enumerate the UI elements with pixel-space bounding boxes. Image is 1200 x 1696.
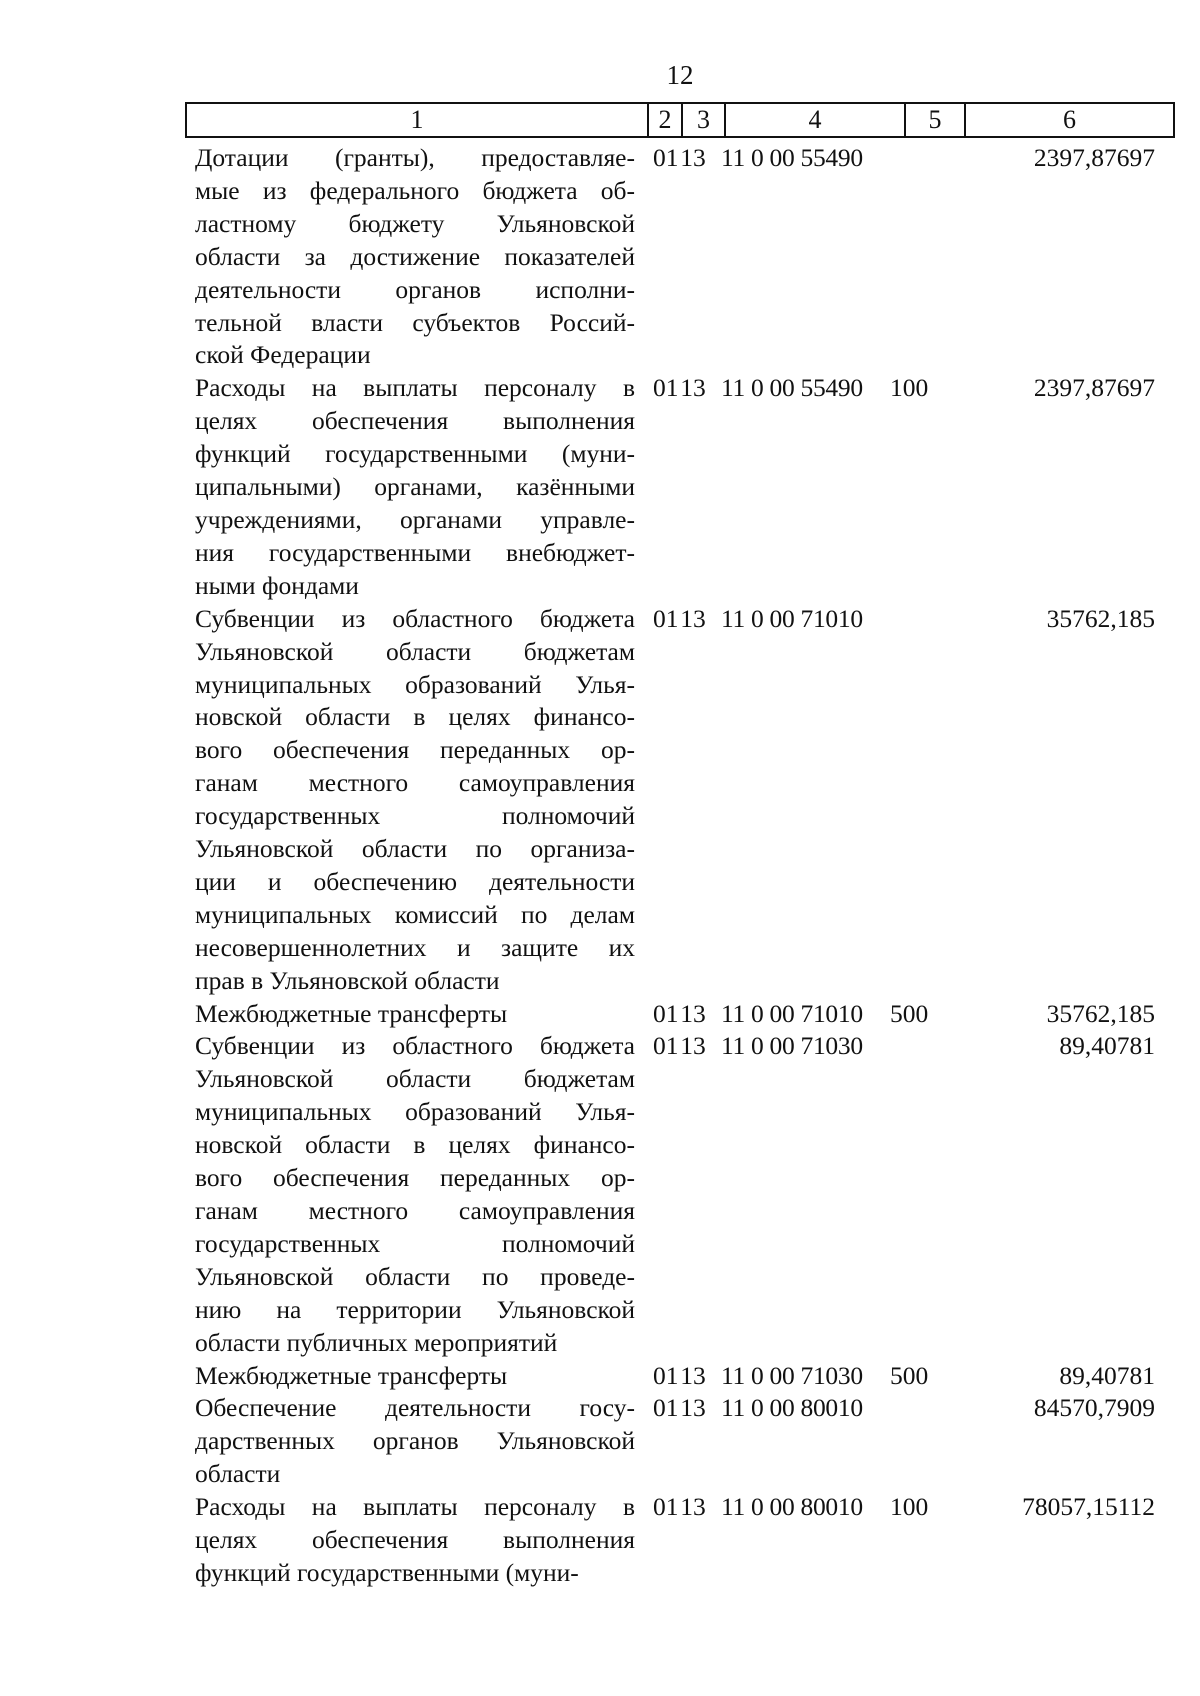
- description-line: новской области в целях финансо-: [195, 702, 635, 732]
- table-row: [195, 1491, 1165, 1590]
- target-article-code: 11 0 00 80010: [721, 1393, 863, 1423]
- description-line: вого обеспечения переданных ор-: [195, 1163, 635, 1193]
- amount: 35762,185: [1046, 998, 1155, 1028]
- description-line: тельной власти субъектов Россий-: [195, 307, 635, 337]
- description-line: Расходы на выплаты персоналу в: [195, 1492, 635, 1522]
- expense-type-code: [888, 1392, 948, 1491]
- description-line: области за достижение показателей: [195, 241, 635, 271]
- row-description: [195, 142, 639, 372]
- description-line: вого обеспечения переданных ор-: [195, 735, 635, 765]
- subsection-code: 13: [680, 1360, 706, 1390]
- description-line: нию на территории Ульяновской: [195, 1294, 635, 1324]
- description-line: ской Федерации: [195, 340, 371, 370]
- description-line: мые из федерального бюджета об-: [195, 175, 635, 205]
- table-row: [195, 1392, 1165, 1491]
- table-row: [195, 1360, 1165, 1393]
- description-line: области публичных мероприятий: [195, 1327, 558, 1357]
- row-description: [195, 372, 639, 602]
- amount: 78057,15112: [1022, 1492, 1155, 1522]
- subsection-code: 13: [680, 1393, 706, 1423]
- amount: 35762,185: [1046, 603, 1155, 633]
- amount: 2397,87697: [1033, 373, 1155, 403]
- target-article-code: 11 0 00 71030: [721, 1031, 863, 1061]
- subsection-code: 13: [680, 1492, 706, 1522]
- target-article-code: 11 0 00 80010: [721, 1492, 863, 1522]
- table-row: [195, 1030, 1165, 1359]
- description-line: ными фондами: [195, 570, 359, 600]
- subsection-code: 13: [680, 373, 706, 403]
- section-code: 01: [653, 1031, 679, 1061]
- description-line: деятельности органов исполни-: [195, 274, 635, 304]
- description-line: Межбюджетные трансферты: [195, 998, 508, 1028]
- target-article-code: 11 0 00 55490: [721, 143, 863, 172]
- description-line: Субвенции из областного бюджета: [195, 1031, 635, 1061]
- row-description: [195, 1360, 639, 1393]
- amount: 89,40781: [1059, 1360, 1155, 1390]
- table-body: [195, 142, 1165, 1590]
- description-line: прав в Ульяновской области: [195, 965, 500, 995]
- description-line: ципальными) органами, казёнными: [195, 472, 635, 502]
- header-col-6: 6: [1063, 105, 1076, 134]
- expense-type-code: 500: [890, 1360, 929, 1390]
- section-code: 01: [653, 1360, 679, 1390]
- row-description: [195, 1030, 639, 1359]
- description-line: Ульяновской области бюджетам: [195, 636, 635, 666]
- description-line: Обеспечение деятельности госу-: [195, 1393, 635, 1423]
- description-line: Дотации (гранты), предоставляе-: [195, 143, 635, 172]
- subsection-code: 13: [680, 603, 706, 633]
- row-description: [195, 998, 639, 1031]
- section-code: 01: [653, 1492, 679, 1522]
- expense-type-code: 100: [890, 1492, 929, 1522]
- amount: 2397,87697: [1033, 143, 1155, 172]
- amount: 89,40781: [1059, 1031, 1155, 1061]
- header-col-4: 4: [726, 104, 906, 136]
- table-row: [195, 998, 1165, 1031]
- description-line: учреждениями, органами управле-: [195, 504, 635, 534]
- description-line: Межбюджетные трансферты: [195, 1360, 508, 1390]
- expense-type-code: [888, 1030, 948, 1359]
- target-article-code: 11 0 00 71010: [721, 603, 863, 633]
- description-line: функций государственными (муни-: [195, 1557, 579, 1587]
- amount: 84570,7909: [1033, 1393, 1155, 1423]
- description-line: ния государственными внебюджет-: [195, 537, 635, 567]
- section-code: 01: [653, 143, 679, 172]
- description-line: Ульяновской области бюджетам: [195, 1064, 635, 1094]
- description-line: ластному бюджету Ульяновской: [195, 208, 635, 238]
- table-row: [195, 372, 1165, 602]
- expense-type-code: 100: [890, 373, 929, 403]
- section-code: 01: [653, 1393, 679, 1423]
- table-row: [195, 142, 1165, 372]
- header-col-1: 1: [187, 104, 649, 136]
- header-col-3: 3: [683, 104, 726, 136]
- section-code: 01: [653, 373, 679, 403]
- expense-type-code: [888, 603, 948, 998]
- description-line: государственных полномочий: [195, 1228, 635, 1258]
- description-line: Субвенции из областного бюджета: [195, 603, 635, 633]
- description-line: функций государственными (муни-: [195, 439, 635, 469]
- description-line: целях обеспечения выполнения: [195, 406, 635, 436]
- subsection-code: 13: [680, 998, 706, 1028]
- page-number: 12: [666, 60, 694, 90]
- expense-type-code: [888, 142, 948, 372]
- target-article-code: 11 0 00 55490: [721, 373, 863, 403]
- description-line: ганам местного самоуправления: [195, 768, 635, 798]
- row-description: [195, 1491, 639, 1590]
- description-line: муниципальных образований Улья-: [195, 1097, 635, 1127]
- subsection-code: 13: [680, 143, 706, 172]
- description-line: Расходы на выплаты персоналу в: [195, 373, 635, 403]
- description-line: государственных полномочий: [195, 801, 635, 831]
- section-code: 01: [653, 998, 679, 1028]
- section-code: 01: [653, 603, 679, 633]
- header-col-5: 5: [906, 104, 966, 136]
- header-col-2: 2: [649, 104, 683, 136]
- target-article-code: 11 0 00 71010: [721, 998, 863, 1028]
- description-line: Ульяновской области по проведе-: [195, 1261, 635, 1291]
- subsection-code: 13: [680, 1031, 706, 1061]
- description-line: муниципальных образований Улья-: [195, 669, 635, 699]
- target-article-code: 11 0 00 71030: [721, 1360, 863, 1390]
- description-line: ции и обеспечению деятельности: [195, 866, 635, 896]
- description-line: Ульяновской области по организа-: [195, 834, 635, 864]
- expense-type-code: 500: [890, 998, 929, 1028]
- row-description: [195, 603, 639, 998]
- description-line: несовершеннолетних и защите их: [195, 932, 635, 962]
- description-line: области: [195, 1459, 281, 1489]
- description-line: целях обеспечения выполнения: [195, 1525, 635, 1555]
- row-description: [195, 1392, 639, 1491]
- description-line: муниципальных комиссий по делам: [195, 899, 635, 929]
- description-line: ганам местного самоуправления: [195, 1196, 635, 1225]
- description-line: дарственных органов Ульяновской: [195, 1426, 635, 1456]
- table-header: [185, 102, 1175, 138]
- table-row: [195, 603, 1165, 998]
- description-line: новской области в целях финансо-: [195, 1130, 635, 1160]
